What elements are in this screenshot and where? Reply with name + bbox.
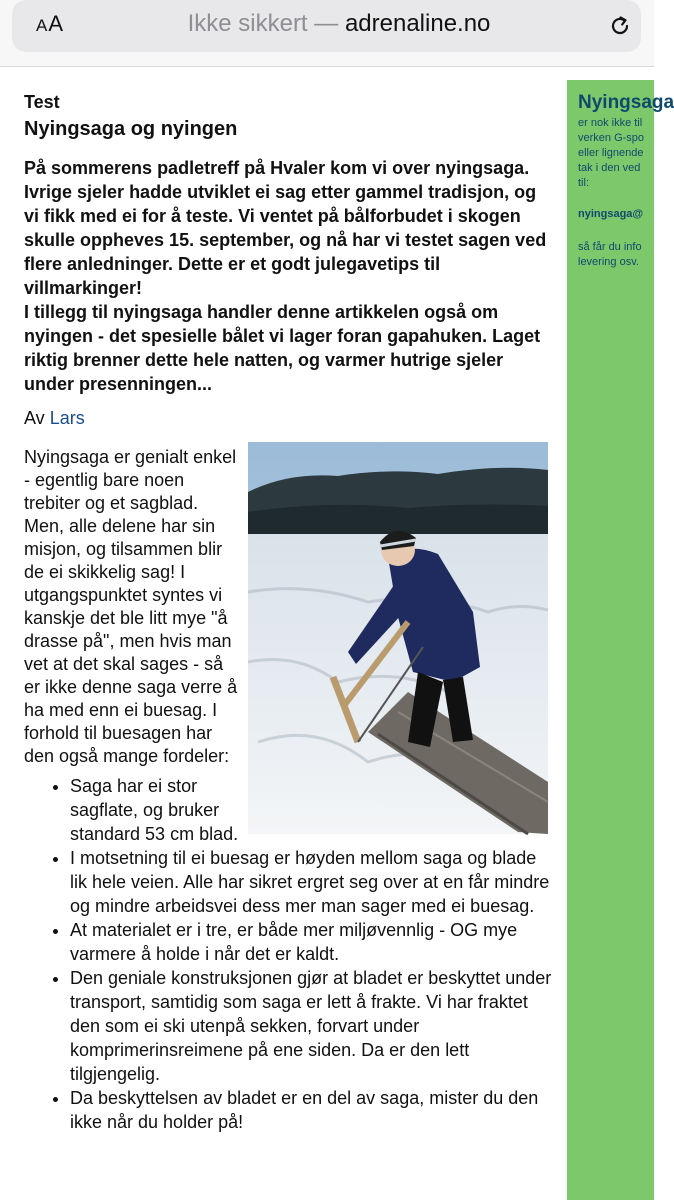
- article: [24, 90, 554, 1134]
- browser-toolbar: [0, 0, 654, 67]
- article-body: [24, 446, 554, 1134]
- sidebar-text-line: eller lignende: [578, 147, 644, 159]
- article-category: Test: [24, 92, 60, 112]
- sidebar-text-2: [578, 240, 642, 270]
- text-size-button[interactable]: AA: [36, 11, 65, 36]
- reload-icon[interactable]: [606, 12, 634, 40]
- sidebar-heading: Nyingsaga: [578, 92, 674, 113]
- sidebar-text-line: tak i den ved: [578, 162, 641, 174]
- address-bar[interactable]: [12, 0, 641, 52]
- article-lead: [24, 156, 554, 396]
- sidebar-text-line: er nok ikke til: [578, 117, 643, 129]
- byline-prefix: Av: [24, 408, 45, 428]
- list-item: • Saga har ei stor sagflate, og bruker standard 53 cm blad.: [70, 774, 554, 846]
- list-item: • Den geniale konstruksjonen gjør at bladet er beskyttet under transport, samtidig som saga er lett å frakte. Vi har fraktet den som ei ski utenpå sekken, forvart under komprimerinsreimene på ene siden. Da er den lett tilgjengelig.: [70, 966, 554, 1086]
- lead-paragraph-1: På sommerens padletreff på Hvaler kom vi over nyingsaga. Ivrige sjeler hadde utviklet ei sag etter gammel tradisjon, og vi fikk med ei for å teste. Vi ventet på bålforbudet i skogen skulle oppheves 15. september, og nå har vi testet sagen ved flere anledninger. Dette er et godt julegavetips til villmarkinger!: [24, 158, 547, 298]
- author-link[interactable]: Lars: [49, 408, 85, 428]
- sidebar-email-link[interactable]: nyingsaga@: [578, 208, 644, 220]
- article-photo: [248, 442, 548, 834]
- url-display[interactable]: [12, 10, 666, 38]
- lead-paragraph-2: I tillegg til nyingsaga handler denne artikkelen også om nyingen - det spesielle bålet vi lager foran gapahuken. Laget riktig brenner dette hele natten, og varmer hutrige sjeler under presenningen...: [24, 302, 541, 394]
- list-item: • I motsetning til ei buesag er høyden mellom saga og blade lik hele veien. Alle har sikret ergret seg over at en får mindre og mindre arbeidsvei dess mer man sager med ei buesag.: [70, 846, 554, 918]
- byline: [24, 406, 554, 430]
- article-title: Nyingsaga og nyingen: [24, 118, 238, 140]
- domain-label: adrenaline.no: [344, 10, 491, 37]
- list-item: • Da beskyttelsen av bladet er en del av saga, mister du den ikke når du holder på!: [70, 1086, 554, 1134]
- sidebar-text: [578, 116, 644, 191]
- intro-paragraph: Nyingsaga er genialt enkel - egentlig bare noen trebiter og et sagblad. Men, alle delene har sin misjon, og tilsammen blir de ei skikkelig sag! I utgangspunktet syntes vi kanskje det ble litt mye "å drasse på", men hvis man vet at det skal sages - så er ikke denne saga verre å ha med enn ei buesag. I forhold til buesagen har den også mange fordeler:: [24, 447, 238, 766]
- man-sawing-log-photo: [248, 442, 548, 834]
- security-label: Ikke sikkert: [187, 10, 308, 37]
- sidebar-text-line: så får du info: [578, 241, 642, 253]
- sidebar-text-line: verken G-spo: [578, 132, 645, 144]
- sidebar-text-line: levering osv.: [578, 256, 639, 268]
- url-separator: —: [314, 10, 339, 37]
- list-item: • At materialet er i tre, er både mer miljøvennlig - OG mye varmere å holde i når det er kaldt.: [70, 918, 554, 966]
- sidebar-ad: [567, 80, 674, 1200]
- sidebar-text-line: til:: [578, 177, 589, 189]
